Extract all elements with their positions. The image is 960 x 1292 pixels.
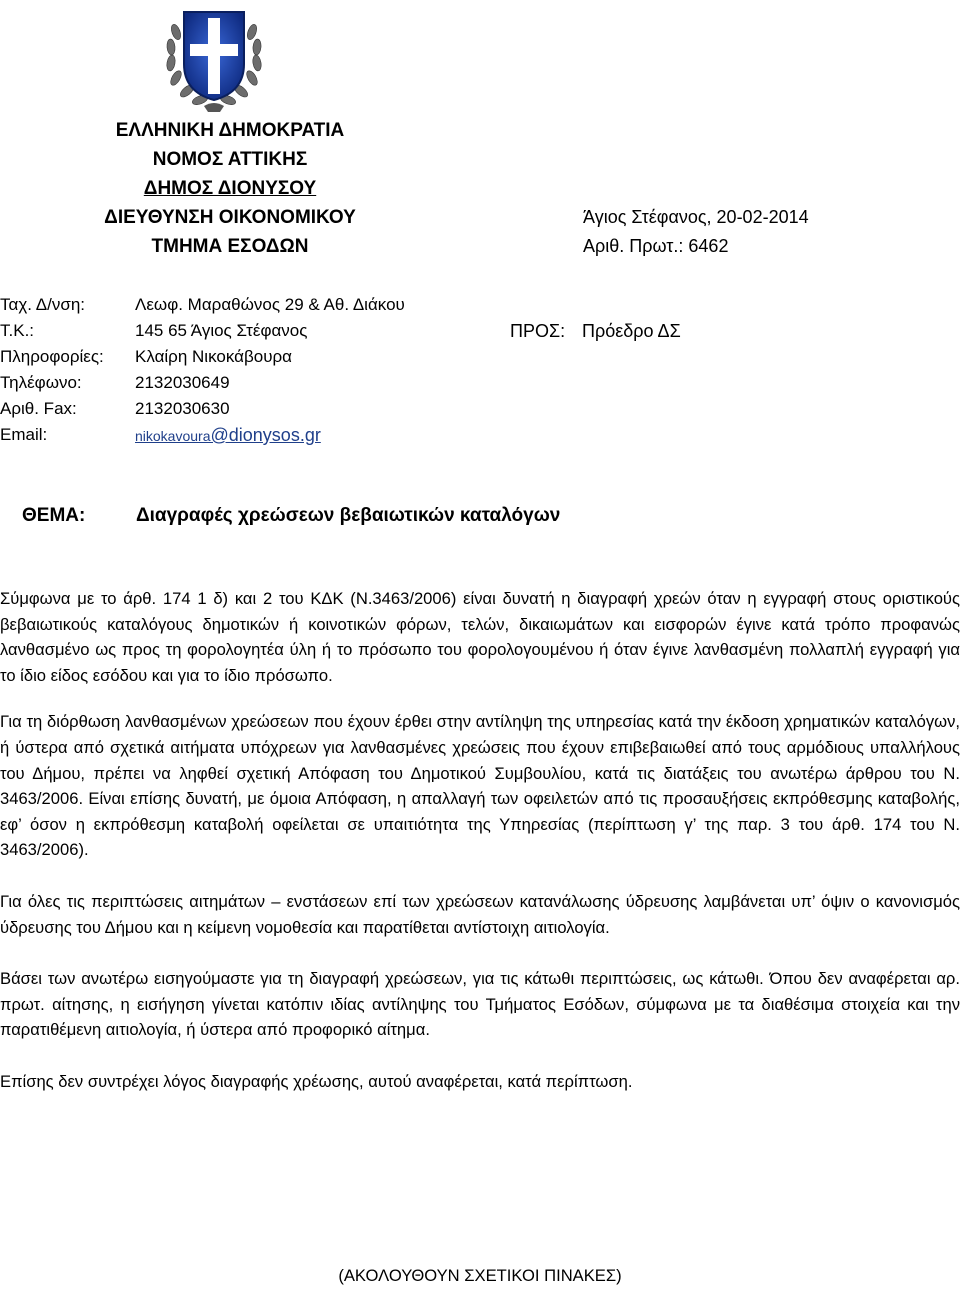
letter-body xyxy=(0,586,960,1121)
contact-label: Τηλέφωνο: xyxy=(0,373,82,392)
protocol-number: Αριθ. Πρωτ.: 6462 xyxy=(583,236,729,256)
email-user: nikokavoura xyxy=(135,428,211,444)
email-link[interactable] xyxy=(135,422,321,449)
issuer-line: ΝΟΜΟΣ ΑΤΤΙΚΗΣ xyxy=(152,149,308,170)
paragraph: Βάσει των ανωτέρω εισηγούμαστε για τη διαγραφή χρεώσεων, για τις κάτωθι περιπτώσεις, ως κάτωθι. Όπου δεν αναφέρεται αρ. πρωτ. αίτησης, η εισήγηση γίνεται κατόπιν ιδίας αντίληψης του Τμήματος Εσόδων, σύμφωνα με τα διαθέσιμα στοιχεία και την παρατιθέμενη αιτιολογία, ή ύστερα από προφορικό αίτημα. xyxy=(0,969,960,1040)
contact-label: Ταχ. Δ/νση: xyxy=(0,295,86,314)
subject-value: Διαγραφές χρεώσεων βεβαιωτικών καταλόγων xyxy=(136,505,561,526)
contact-label: Πληροφορίες: xyxy=(0,347,104,366)
contact-value: 2132030630 xyxy=(135,399,230,418)
greek-coat-of-arms-icon xyxy=(160,2,268,114)
contact-value: 145 65 Άγιος Στέφανος xyxy=(135,321,308,340)
email-domain: @dionysos.gr xyxy=(210,425,321,445)
issuer-line: ΕΛΛΗΝΙΚΗ ΔΗΜΟΚΡΑΤΙΑ xyxy=(115,120,345,141)
issuer-line: ΔΙΕΥΘΥΝΣΗ ΟΙΚΟΝΟΜΙΚΟΥ xyxy=(104,207,356,228)
issuer-line: ΤΜΗΜΑ ΕΣΟΔΩΝ xyxy=(151,236,309,257)
contact-label: Αριθ. Fax: xyxy=(0,399,77,418)
issuer-line: ΔΗΜΟΣ ΔΙΟΝΥΣΟΥ xyxy=(143,178,317,199)
contact-value: 2132030649 xyxy=(135,373,230,392)
paragraph: Για όλες τις περιπτώσεις αιτημάτων – ενστάσεων επί των χρεώσεων κατανάλωσης ύδρευσης λαμβάνεται υπ’ όψιν ο κανονισμός ύδρευσης του Δήμου και η κείμενη νομοθεσία και παρατίθεται αντίστοιχη αιτιολογία. xyxy=(0,891,960,937)
paragraph: Σύμφωνα με το άρθ. 174 1 δ) και 2 του ΚΔΚ (Ν.3463/2006) είναι δυνατή η διαγραφή χρεών όταν η εγγραφή στους οριστικούς βεβαιωτικούς καταλόγους δημοτικών ή κοινοτικών φόρων, τελών, δικαιωμάτων και εισφορών έγινε κατά τρόπο προφανώς λανθασμένο ως προς τη φορολογητέα ύλη ή το πρόσωπο του φορολογουμένου ή όταν έγινε λανθασμένη πολλαπλή εγγραφή για το ίδιο είδος εσόδου και για το ίδιο πρόσωπο. xyxy=(0,589,960,685)
contact-label: Email: xyxy=(0,425,48,444)
date-protocol-block xyxy=(583,203,809,261)
issuer-block xyxy=(60,116,400,261)
paragraph: Για τη διόρθωση λανθασμένων χρεώσεων που έχουν έρθει στην αντίληψη της υπηρεσίας κατά την έκδοση χρηματικών καταλόγων, ή ύστερα από σχετικά αιτήματα υπόχρεων για λανθασμένες χρεώσεις που έχουν επιβεβαιωθεί από τους αρμόδιους υπαλλήλους του Δήμου, πρέπει να ληφθεί σχετική Απόφαση του Δημοτικού Συμβουλίου, κατά τις διατάξεις του ανωτέρω άρθρου του Ν. 3463/2006. Είναι επίσης δυνατή, με όμοια Απόφαση, η απαλλαγή των οφειλετών από τις προσαυξήσεις εκπρόθεσμης καταβολής, εφ’ όσον η εκπρόθεσμη καταβολή οφείλεται σε υπαιτιότητα της Υπηρεσίας (περίπτωση γ’ της παρ. 3 του άρθ. 174 του Ν. 3463/2006). xyxy=(0,712,960,860)
recipient-label: ΠΡΟΣ: xyxy=(510,321,566,341)
recipient-block xyxy=(510,318,681,344)
contact-value: Κλαίρη Νικοκάβουρα xyxy=(135,347,292,366)
subject-line xyxy=(22,505,561,527)
closing-note: (ΑΚΟΛΟΥΘΟΥΝ ΣΧΕΤΙΚΟΙ ΠΙΝΑΚΕΣ) xyxy=(338,1266,622,1285)
place-date: Άγιος Στέφανος, 20-02-2014 xyxy=(583,207,809,227)
subject-label: ΘΕΜΑ: xyxy=(22,505,86,526)
recipient-value: Πρόεδρο ΔΣ xyxy=(582,321,681,341)
contact-label: Τ.Κ.: xyxy=(0,321,35,340)
contact-value: Λεωφ. Μαραθώνος 29 & Αθ. Διάκου xyxy=(135,295,405,314)
paragraph: Επίσης δεν συντρέχει λόγος διαγραφής χρέωσης, αυτού αναφέρεται, κατά περίπτωση. xyxy=(0,1071,633,1091)
